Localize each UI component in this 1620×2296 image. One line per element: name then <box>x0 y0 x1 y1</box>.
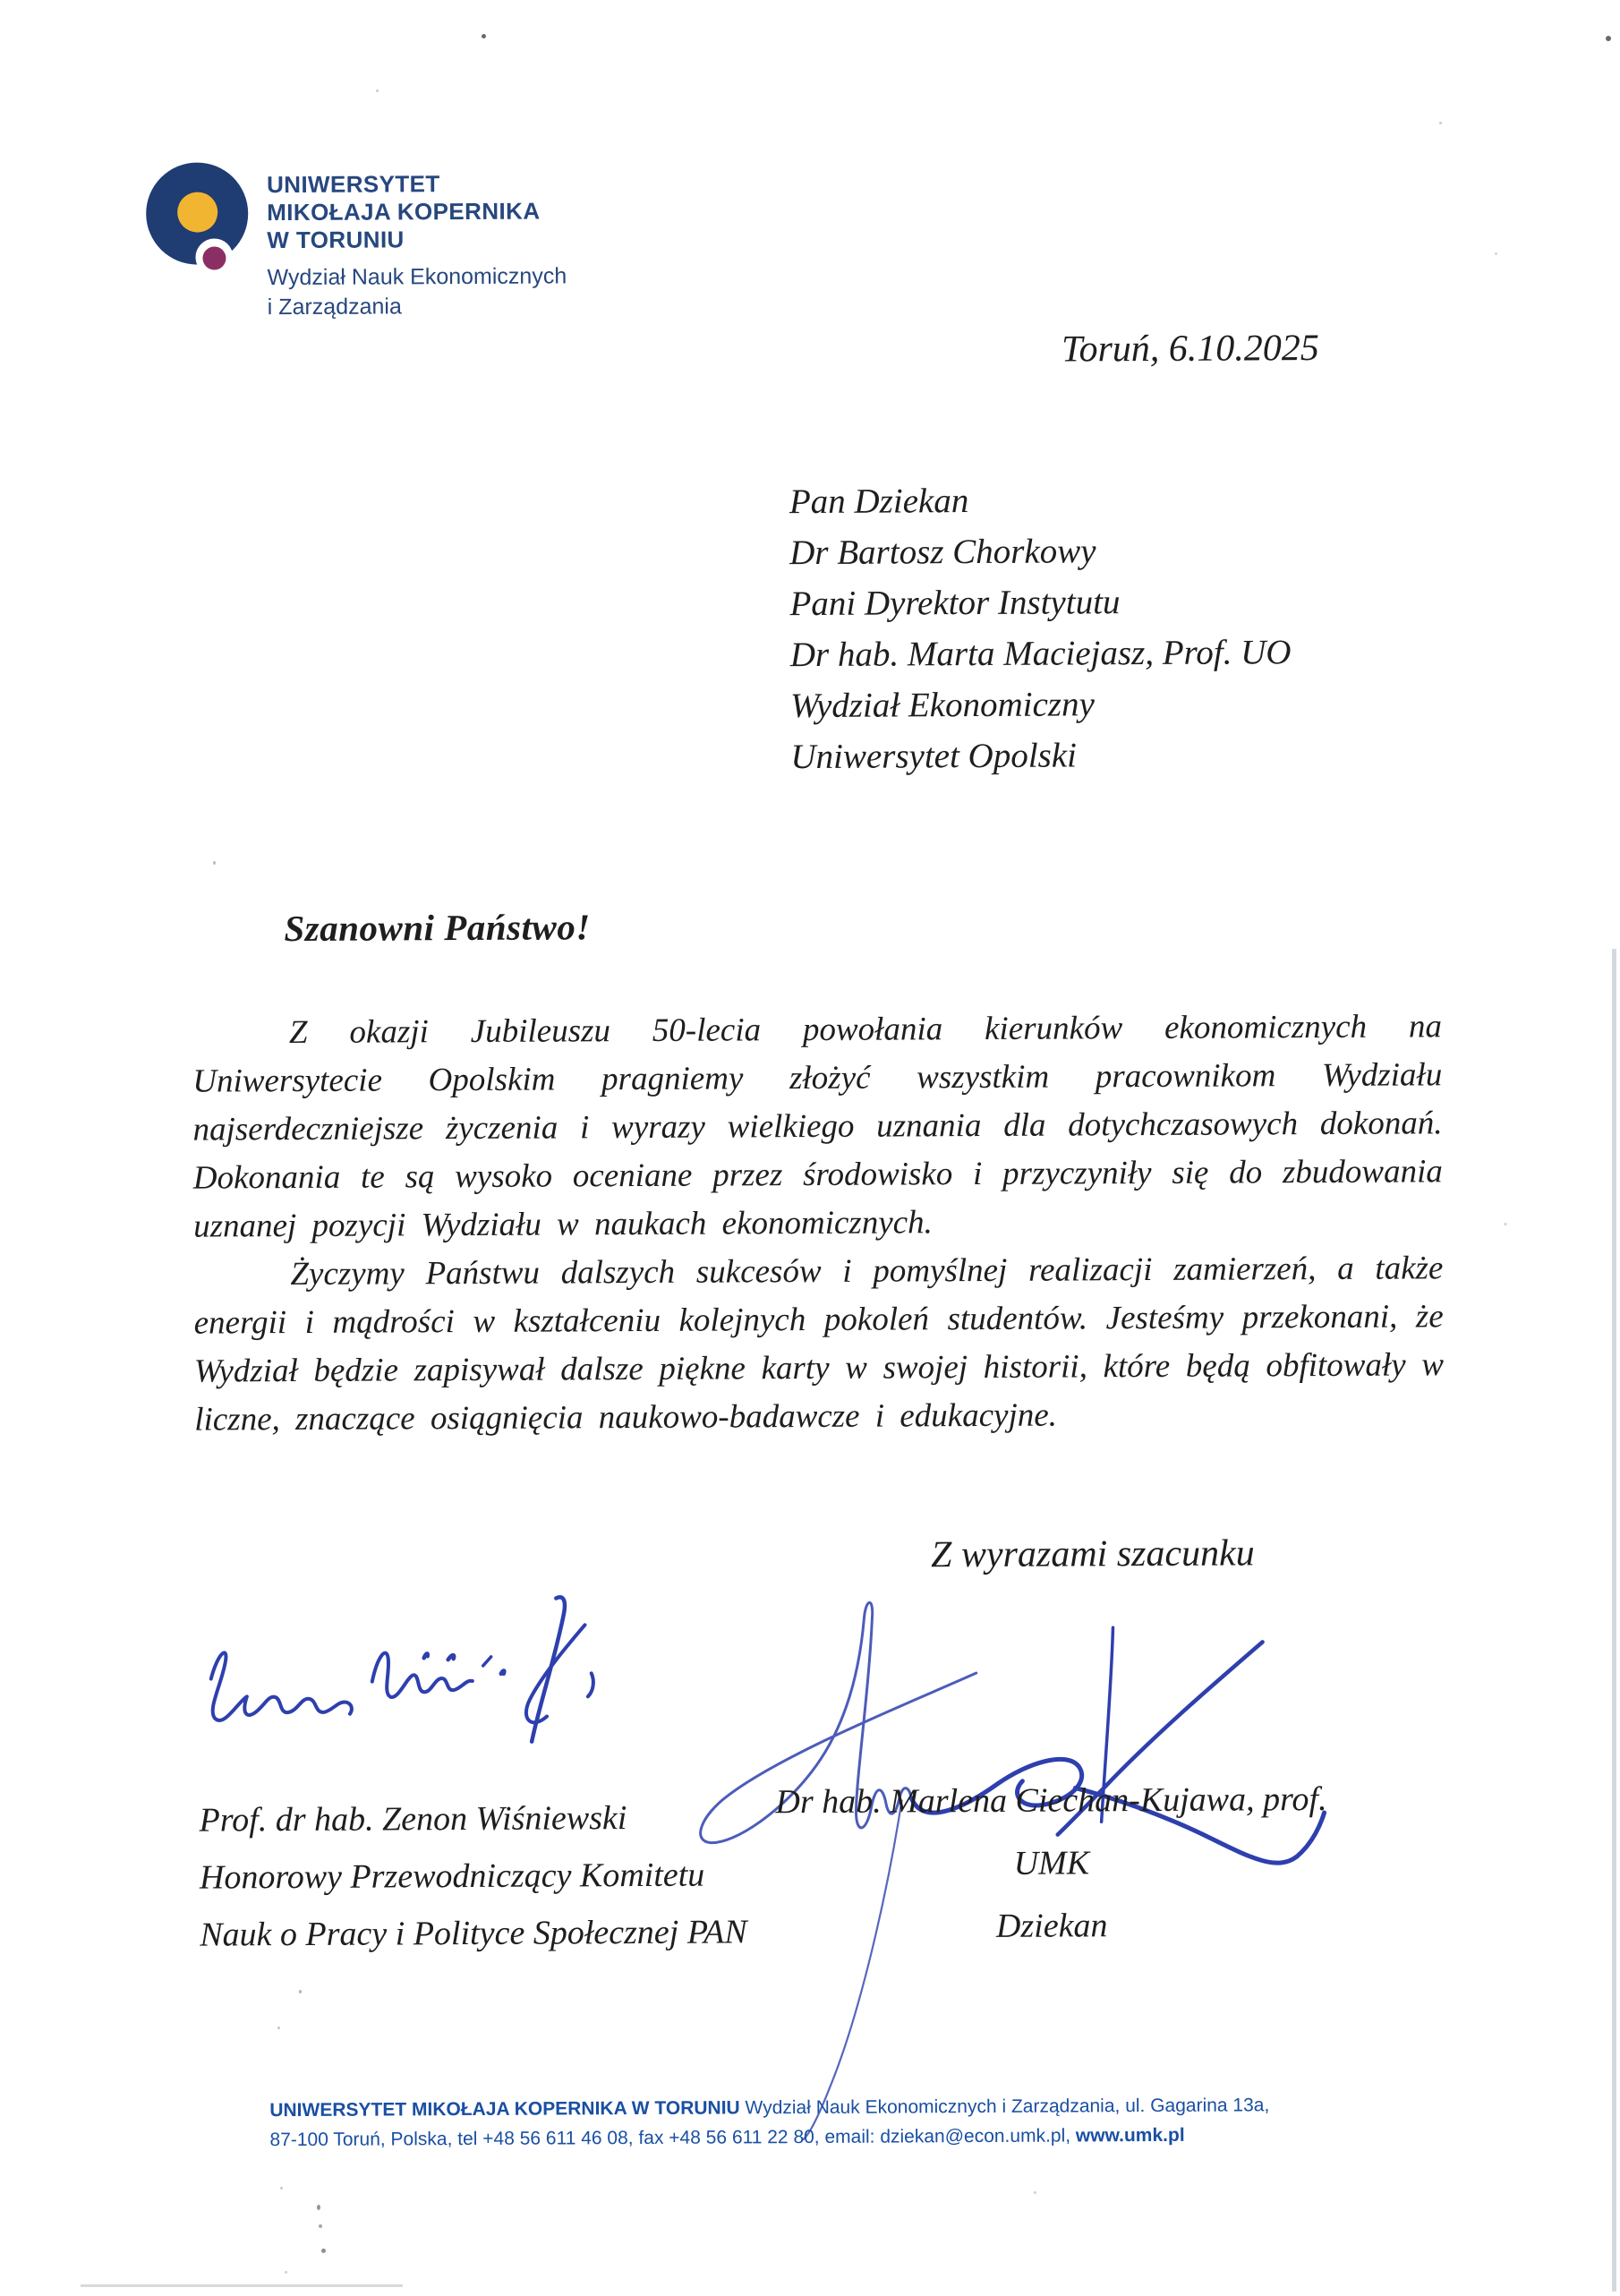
faculty-name-line: Wydział Nauk Ekonomicznych <box>267 263 567 291</box>
university-name-line: W TORUNIU <box>267 226 405 254</box>
closing-phrase: Z wyrazami szacunku <box>930 1532 1255 1576</box>
scan-speck <box>482 34 486 38</box>
scan-speck <box>319 2224 322 2228</box>
footer-website: www.umk.pl <box>1075 2124 1185 2147</box>
footer-address-part: Wydział Nauk Ekonomicznych i Zarządzania, ul. Gagarina 13a, <box>739 2095 1270 2119</box>
university-name-line: UNIWERSYTET <box>266 170 440 199</box>
footer-university-name: UNIWERSYTET MIKOŁAJA KOPERNIKA W TORUNIU <box>269 2097 740 2121</box>
scan-speck <box>285 2271 287 2274</box>
scan-right-edge <box>1612 949 1616 2292</box>
scan-speck <box>376 90 379 92</box>
signatory-left-name: Prof. dr hab. Zenon Wiśniewski <box>199 1799 627 1839</box>
scan-bottom-edge <box>81 2284 403 2287</box>
salutation: Szanowni Państwo! <box>284 906 591 950</box>
body-paragraph: Życzymy Państwu dalszych sukcesów i pomyślnej realizacji zamierzeń, a także energii i mądrości w kształceniu kolejnych pokoleń studentów. Jesteśmy przekonani, że Wydział będzie zapisywał dalsze piękne karty w swojej historii, które będą obfitowały w liczne, znaczące osiągnięcia naukowo-badawcze i edukacyjne. <box>193 1250 1445 1438</box>
signatory-left-title: Honorowy Przewodniczący Komitetu <box>199 1856 705 1897</box>
signatory-left-block <box>199 1788 746 1963</box>
recipient-line: Uniwersytet Opolski <box>790 736 1078 777</box>
faculty-name-line: i Zarządzania <box>267 294 402 320</box>
scan-speck <box>213 861 216 865</box>
signatory-right-name: Dr hab. Marlena Ciechan-Kujawa, prof. UMK <box>775 1780 1327 1882</box>
scan-speck <box>1439 122 1442 124</box>
footer-line-2 <box>269 2120 1269 2155</box>
scan-speck <box>1495 252 1497 255</box>
recipient-line: Wydział Ekonomiczny <box>789 685 1095 726</box>
signatory-left-title: Nauk o Pracy i Polityce Społecznej PAN <box>200 1913 747 1954</box>
scan-speck <box>1606 36 1611 41</box>
university-name-line: MIKOŁAJA KOPERNIKA <box>267 197 541 226</box>
signatory-right-title: Dziekan <box>995 1907 1108 1945</box>
recipient-line: Dr hab. Marta Maciejasz, Prof. UO <box>789 633 1292 675</box>
recipient-line: Pan Dziekan <box>789 482 969 522</box>
dateline: Toruń, 6.10.2025 <box>1061 328 1319 371</box>
letterhead-footer <box>269 2090 1269 2155</box>
recipient-line: Dr Bartosz Chorkowy <box>789 532 1096 573</box>
signatory-right-block <box>738 1768 1365 1959</box>
recipient-line: Pani Dyrektor Instytutu <box>789 583 1121 624</box>
scan-speck <box>1034 2191 1036 2194</box>
scan-speck <box>280 2187 283 2189</box>
scan-speck <box>321 2249 326 2253</box>
body-paragraph: Z okazji Jubileuszu 50-lecia powołania kierunków ekonomicznych na Uniwersytecie Opolskim pragniemy złożyć wszystkim pracownikom Wydziału najserdeczniejsze życzenia i wyrazy wielkiego uznania dla dotychczasowych dokonań. Dokonania te są wysoko oceniane przez środowisko i przyczyniły się do zbudowania uznanej pozycji Wydziału w naukach ekonomicznych. <box>192 1008 1443 1245</box>
scan-speck <box>299 1990 302 1993</box>
scan-speck <box>1504 1223 1507 1225</box>
scan-speck <box>317 2205 320 2210</box>
scan-speck <box>277 2027 280 2029</box>
footer-contact-part: 87-100 Toruń, Polska, tel +48 56 611 46 08, fax +48 56 611 22 80, email: dziekan@econ.umk.pl, <box>269 2125 1076 2151</box>
